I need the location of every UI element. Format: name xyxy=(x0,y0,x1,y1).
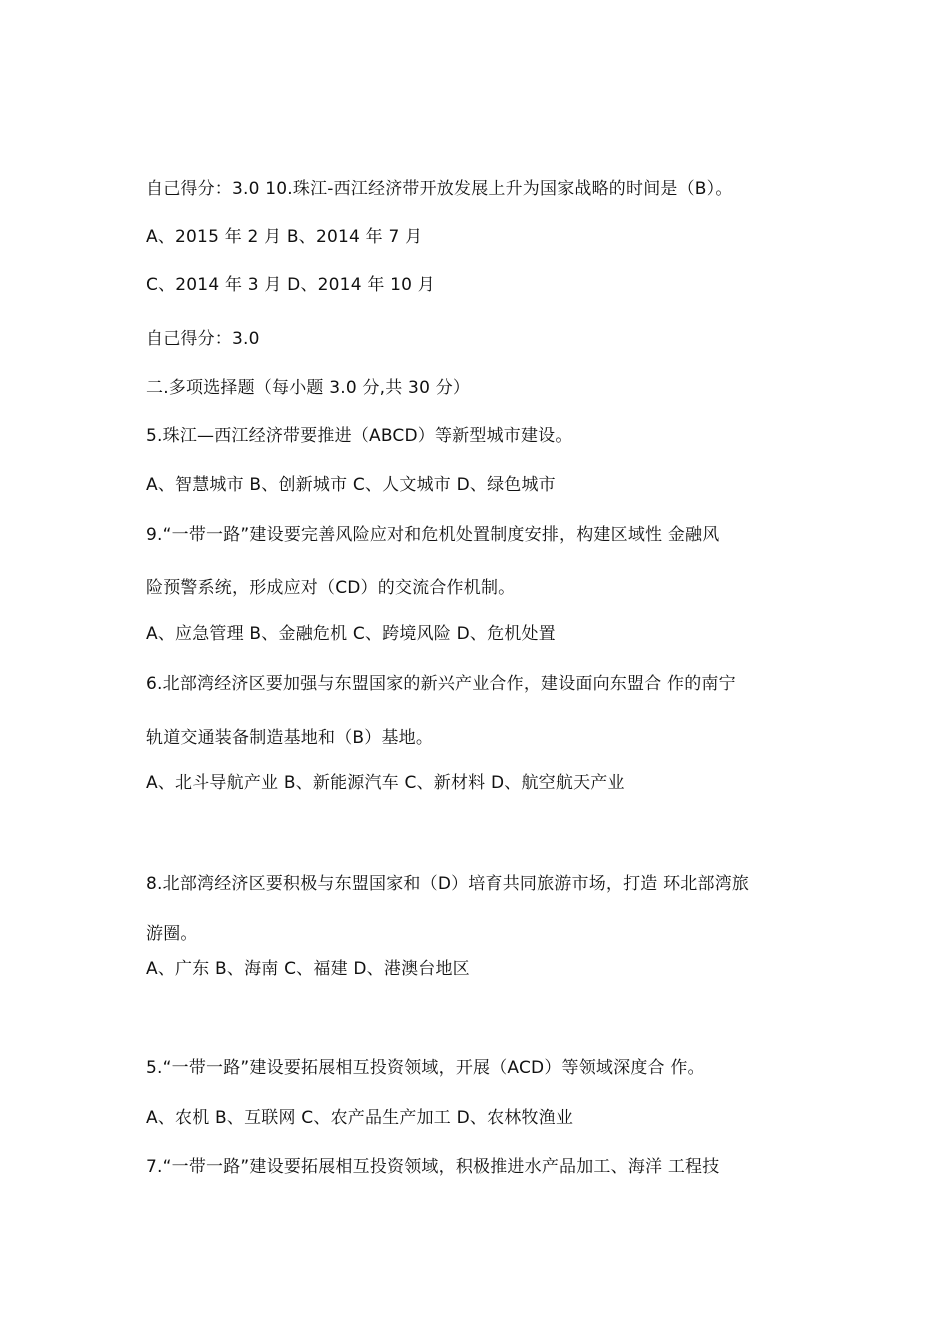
question-8-options: A、广东 B、海南 C、福建 D、港澳台地区 xyxy=(146,959,470,979)
question-9-line-2: 险预警系统，形成应对（CD）的交流合作机制。 xyxy=(146,578,516,598)
text-line-score: 自己得分：3.0 xyxy=(146,329,260,349)
question-8-line-1: 8.北部湾经济区要积极与东盟国家和（D）培育共同旅游市场，打造 环北部湾旅 xyxy=(146,874,750,894)
text-line-options-cd: C、2014 年 3 月 D、2014 年 10 月 xyxy=(146,275,435,295)
section-heading-multiple-choice: 二.多项选择题（每小题 3.0 分,共 30 分） xyxy=(146,378,471,398)
text-line-options-ab: A、2015 年 2 月 B、2014 年 7 月 xyxy=(146,227,423,247)
question-5-options: A、智慧城市 B、创新城市 C、人文城市 D、绿色城市 xyxy=(146,475,556,495)
question-9-line-1: 9.“一带一路”建设要完善风险应对和危机处置制度安排，构建区域性 金融风 xyxy=(146,525,720,545)
question-5-pearl-river: 5.珠江—西江经济带要推进（ABCD）等新型城市建设。 xyxy=(146,426,573,446)
question-8-line-2: 游圈。 xyxy=(146,924,198,944)
question-6-line-1: 6.北部湾经济区要加强与东盟国家的新兴产业合作，建设面向东盟合 作的南宁 xyxy=(146,674,736,694)
question-6-options: A、北斗导航产业 B、新能源汽车 C、新材料 D、航空航天产业 xyxy=(146,773,625,793)
question-5-belt-road-options: A、农机 B、互联网 C、农产品生产加工 D、农林牧渔业 xyxy=(146,1108,574,1128)
question-5-belt-road: 5.“一带一路”建设要拓展相互投资领域，开展（ACD）等领域深度合 作。 xyxy=(146,1058,705,1078)
question-9-options: A、应急管理 B、金融危机 C、跨境风险 D、危机处置 xyxy=(146,624,556,644)
text-line-score-q10: 自己得分：3.0 10.珠江-西江经济带开放发展上升为国家战略的时间是（B）。 xyxy=(146,179,733,199)
question-7-line-1: 7.“一带一路”建设要拓展相互投资领域，积极推进水产品加工、海洋 工程技 xyxy=(146,1157,720,1177)
question-6-line-2: 轨道交通装备制造基地和（B）基地。 xyxy=(146,728,434,748)
